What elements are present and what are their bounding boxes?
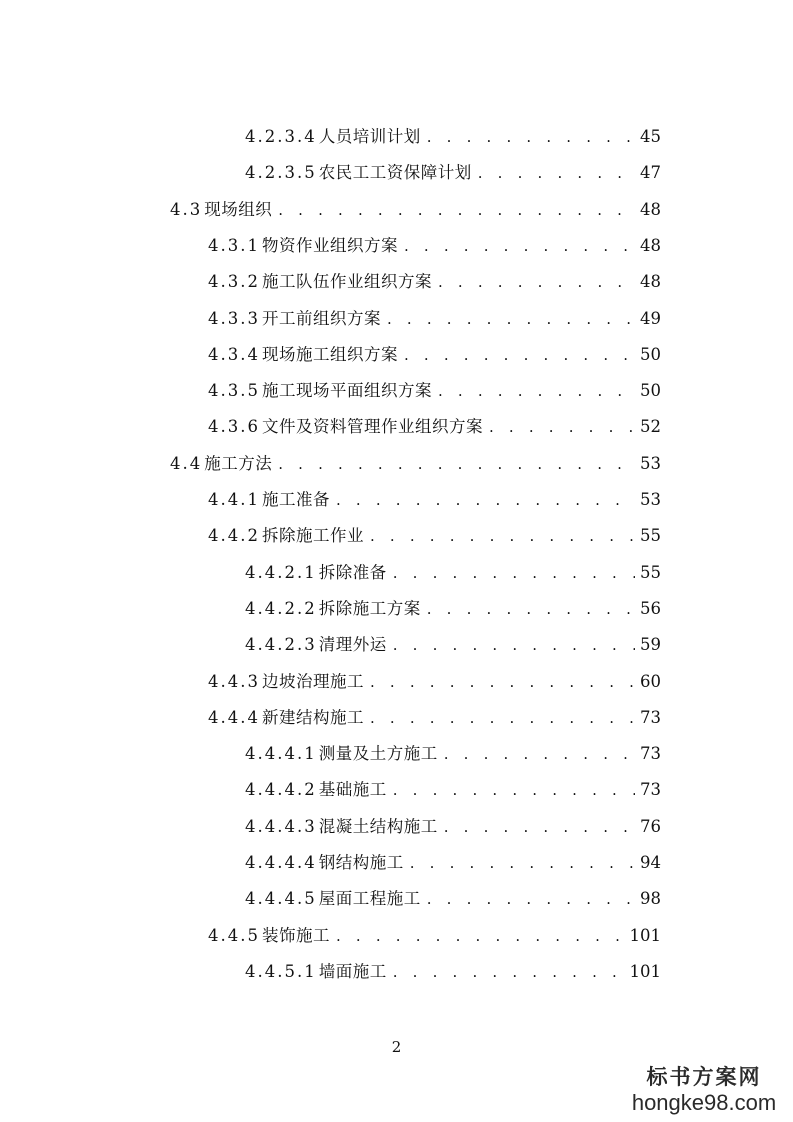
toc-entry-page-number: 49 [640, 308, 661, 328]
toc-entry-page-number: 98 [640, 889, 661, 909]
toc-entry-number: 4.3.6 [208, 417, 260, 437]
toc-entry-page-number: 55 [640, 562, 661, 582]
toc-entry-title: 施工现场平面组织方案 [261, 381, 432, 401]
toc-entry-page-number: 48 [640, 235, 661, 255]
watermark-chinese-name: 标书方案网 [646, 1064, 762, 1089]
toc-entry[interactable] [208, 306, 661, 332]
toc-entry[interactable] [245, 596, 661, 622]
toc-entry-number: 4.4.2.3 [245, 635, 317, 655]
toc-entry[interactable] [208, 342, 661, 368]
toc-entry-title: 拆除施工作业 [261, 526, 364, 546]
toc-entry-number: 4.3.1 [208, 235, 260, 255]
toc-entry-page-number: 48 [640, 199, 661, 219]
toc-entry-number: 4.3.3 [208, 308, 260, 328]
watermark-url: hongke98.com [631, 1090, 777, 1115]
toc-dot-leader [427, 886, 635, 912]
toc-entry[interactable] [245, 741, 661, 767]
toc-dot-leader [438, 378, 635, 404]
toc-entry-title: 开工前组织方案 [261, 308, 381, 328]
toc-entry-title: 施工准备 [261, 490, 330, 509]
toc-entry-number: 4.2.3.4 [245, 127, 317, 146]
toc-entry[interactable] [245, 814, 661, 840]
toc-entry-title: 拆除施工方案 [318, 598, 421, 618]
toc-entry-number: 4.4.4.2 [245, 780, 317, 800]
toc-entry-page-number: 47 [640, 163, 661, 183]
toc-entry[interactable] [208, 669, 661, 695]
toc-entry-number: 4.4.4.4 [245, 853, 317, 872]
toc-entry[interactable] [245, 632, 661, 658]
toc-entry[interactable] [208, 705, 661, 731]
toc-entry[interactable] [208, 523, 661, 549]
toc-entry[interactable] [208, 269, 661, 295]
toc-entry-number: 4.4.2.2 [245, 598, 317, 618]
toc-entry-page-number: 73 [640, 744, 661, 764]
toc-dot-leader [478, 160, 635, 186]
toc-entry-title: 测量及土方施工 [318, 744, 438, 764]
toc-entry-title: 装饰施工 [261, 925, 330, 945]
toc-entry-number: 4.2.3.5 [245, 163, 317, 183]
toc-dot-leader [438, 269, 635, 295]
toc-entry-number: 4.4.2 [208, 526, 260, 546]
toc-entry[interactable] [245, 886, 661, 912]
toc-entry-title: 文件及资料管理作业组织方案 [261, 417, 483, 437]
toc-entry-title: 物资作业组织方案 [261, 235, 398, 255]
toc-entry-page-number: 50 [640, 344, 661, 364]
toc-entry-number: 4.4.5 [208, 925, 260, 945]
toc-entry-page-number: 53 [640, 453, 661, 473]
toc-entry-page-number: 55 [640, 526, 661, 546]
toc-entry-number: 4.3.4 [208, 344, 260, 364]
toc-entry[interactable] [245, 959, 661, 985]
toc-entry-page-number: 73 [640, 780, 661, 800]
toc-dot-leader [370, 669, 635, 695]
toc-entry-page-number: 50 [640, 381, 661, 401]
toc-dot-leader [336, 487, 635, 513]
toc-entry[interactable] [208, 923, 661, 949]
toc-entry-page-number: 56 [640, 598, 661, 618]
toc-entry-page-number: 60 [640, 671, 661, 691]
toc-dot-leader [393, 777, 635, 803]
toc-entry-number: 4.4.4.5 [245, 889, 317, 909]
toc-entry-title: 基础施工 [318, 780, 387, 800]
toc-entry-title: 现场组织 [204, 199, 273, 219]
toc-entry[interactable] [208, 414, 661, 440]
toc-dot-leader [427, 124, 635, 150]
toc-dot-leader [278, 197, 635, 223]
toc-entry-title: 钢结构施工 [318, 853, 404, 872]
toc-entry[interactable] [170, 451, 661, 477]
page-number: 2 [391, 1038, 402, 1056]
toc-entry-number: 4.4.4 [208, 707, 260, 727]
toc-entry-title: 墙面施工 [318, 961, 387, 981]
toc-entry-title: 施工队伍作业组织方案 [261, 272, 432, 292]
toc-entry[interactable] [208, 233, 661, 259]
toc-dot-leader [410, 850, 635, 876]
toc-entry-title: 施工方法 [204, 453, 273, 473]
toc-entry-number: 4.4.5.1 [245, 961, 317, 981]
toc-entry-page-number: 101 [629, 961, 661, 981]
toc-entry[interactable] [245, 850, 661, 876]
toc-entry-title: 人员培训计划 [318, 127, 421, 146]
toc-dot-leader [427, 596, 635, 622]
toc-entry-title: 清理外运 [318, 635, 387, 655]
toc-entry-number: 4.3.2 [208, 272, 260, 292]
toc-entry[interactable] [208, 487, 661, 513]
toc-entry-page-number: 73 [640, 707, 661, 727]
toc-dot-leader [404, 233, 635, 259]
toc-entry[interactable] [245, 560, 661, 586]
toc-entry-title: 混凝土结构施工 [318, 816, 438, 836]
toc-entry[interactable] [170, 197, 661, 223]
toc-entry[interactable] [245, 124, 661, 150]
toc-dot-leader [489, 414, 635, 440]
toc-entry-number: 4.3 [170, 199, 203, 219]
toc-entry-page-number: 76 [640, 816, 661, 836]
toc-entry-number: 4.4.1 [208, 490, 260, 509]
toc-dot-leader [393, 959, 626, 985]
toc-entry-page-number: 53 [640, 490, 661, 509]
toc-entry[interactable] [245, 777, 661, 803]
toc-entry-number: 4.3.5 [208, 381, 260, 401]
toc-entry-number: 4.4.2.1 [245, 562, 317, 582]
toc-dot-leader [393, 560, 635, 586]
toc-dot-leader [387, 306, 635, 332]
toc-dot-leader [393, 632, 635, 658]
toc-entry-page-number: 59 [640, 635, 661, 655]
toc-dot-leader [444, 741, 635, 767]
toc-dot-leader [404, 342, 635, 368]
toc-entry-number: 4.4 [170, 453, 203, 473]
toc-entry[interactable] [245, 160, 661, 186]
toc-entry-number: 4.4.4.3 [245, 816, 317, 836]
toc-entry-title: 现场施工组织方案 [261, 344, 398, 364]
toc-dot-leader [444, 814, 635, 840]
site-watermark [629, 1064, 779, 1116]
toc-entry-page-number: 52 [640, 417, 661, 437]
toc-entry-number: 4.4.4.1 [245, 744, 317, 764]
toc-entry-title: 农民工工资保障计划 [318, 163, 472, 183]
toc-entry-title: 屋面工程施工 [318, 889, 421, 909]
toc-entry-title: 边坡治理施工 [261, 671, 364, 691]
toc-entry-page-number: 94 [640, 853, 661, 872]
toc-entry-page-number: 45 [640, 127, 661, 146]
toc-entry-page-number: 48 [640, 272, 661, 292]
toc-entry[interactable] [208, 378, 661, 404]
toc-dot-leader [336, 923, 626, 949]
toc-entry-title: 拆除准备 [318, 562, 387, 582]
toc-entry-title: 新建结构施工 [261, 707, 364, 727]
toc-dot-leader [370, 705, 635, 731]
toc-dot-leader [278, 451, 635, 477]
toc-entry-number: 4.4.3 [208, 671, 260, 691]
toc-dot-leader [370, 523, 635, 549]
toc-entry-page-number: 101 [629, 925, 661, 945]
